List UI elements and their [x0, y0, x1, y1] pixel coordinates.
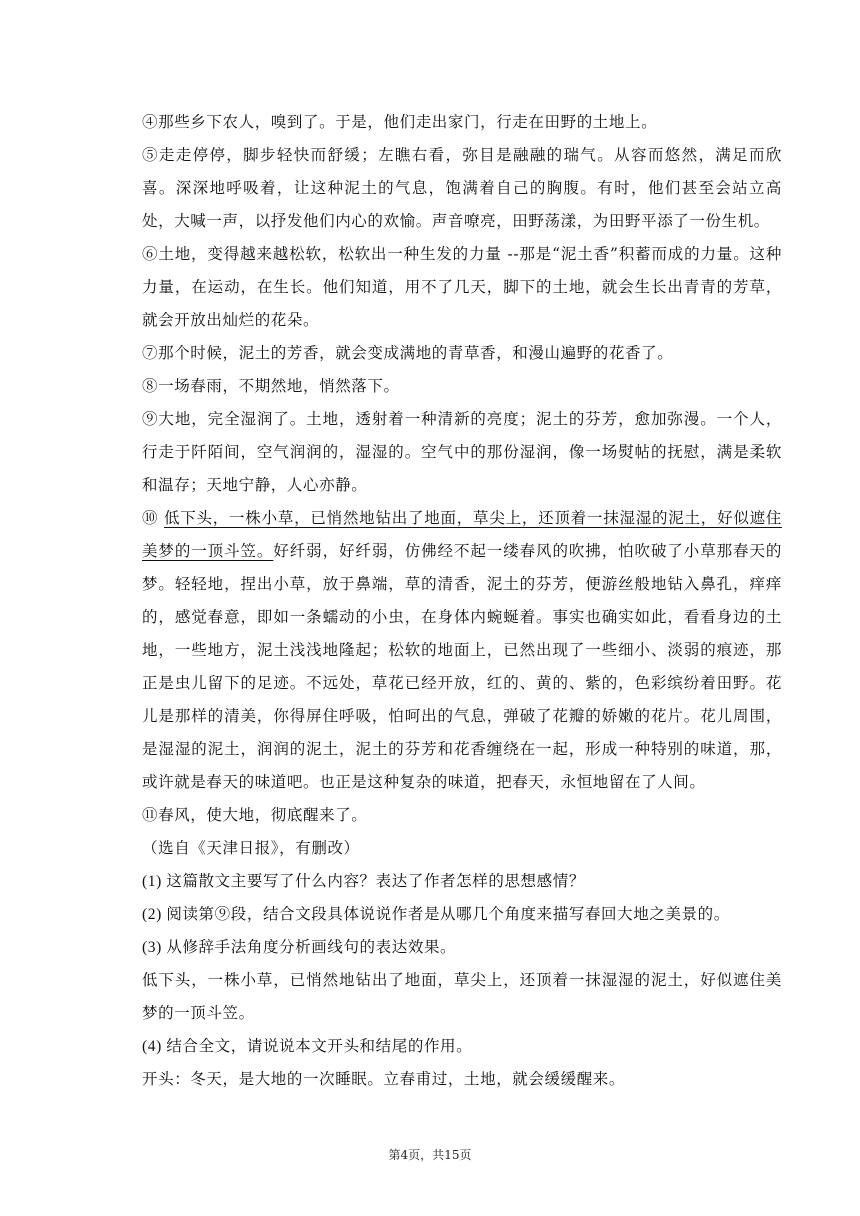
question-3: (3) 从修辞手法角度分析画线句的表达效果。	[142, 939, 457, 956]
footer-page-number: 4	[400, 1148, 409, 1162]
paragraph-11: ⑪春风，使大地，彻底醒来了。	[142, 806, 368, 824]
footer-prefix: 第	[388, 1148, 401, 1162]
footer-total-pages: 15	[444, 1148, 460, 1162]
paragraph-9: ⑨大地，完全湿润了。土地，透射着一种清新的亮度；泥土的芬芳，愈加弥漫。一个人，行走于阡陌间，空气润润的，湿湿的。空气中的那份湿润，像一场熨帖的抚慰，满是柔软和温存；天地宁静，人心亦静。	[142, 410, 782, 494]
paragraph-10-number: ⑩	[142, 509, 164, 527]
question-4-answer: 开头：冬天，是大地的一次睡眠。立春甫过，土地，就会缓缓醒来。	[142, 1070, 626, 1088]
paragraph-8: ⑧一场春雨，不期然地，悄然落下。	[142, 377, 400, 395]
footer-suffix: 页	[459, 1148, 472, 1162]
document-body	[142, 106, 782, 1096]
question-3-quote: 低下头，一株小草，已悄然地钻出了地面，草尖上，还顶着一抹湿湿的泥土，好似遮住美梦的一顶斗笠。	[142, 971, 782, 1022]
paragraph-10	[142, 502, 782, 799]
question-1: (1) 这篇散文主要写了什么内容？表达了作者怎样的思想感情？	[142, 873, 585, 890]
source-note: （选自《天津日报》，有删改）	[142, 839, 360, 857]
paragraph-7: ⑦那个时候，泥土的芳香，就会变成满地的青草香，和漫山遍野的花香了。	[142, 344, 674, 362]
paragraph-6: ⑥土地，变得越来越松软，松软出一种生发的力量 --那是“泥土香”积蓄而成的力量。这种力量，在运动，在生长。他们知道，用不了几天，脚下的土地，就会生长出青青的芳草，就会开放出灿烂的花朵。	[142, 245, 782, 329]
footer-middle: 页，共	[408, 1148, 445, 1162]
paragraph-10-rest: 好纤弱，好纤弱，仿佛经不起一缕春风的吹拂，怕吹破了小草那春天的梦。轻轻地，捏出小草，放于鼻端，草的清香，泥土的芬芳，便游丝般地钻入鼻孔，痒痒的，感觉春意，即如一条蠕动的小虫，在身体内蜿蜒着。事实也确实如此，看看身边的土地，一些地方，泥土浅浅地隆起；松软的地面上，已然出现了一些细小、淡弱的痕迹，那正是虫儿留下的足迹。不远处，草花已经开放，红的、黄的、紫的，色彩缤纷着田野。花儿是那样的清美，你得屏住呼吸，怕呵出的气息，弹破了花瓣的娇嫩的花片。花儿周围，是湿湿的泥土，润润的泥土，泥土的芬芳和花香缠绕在一起，形成一种特别的味道，那，或许就是春天的味道吧。也正是这种复杂的味道，把春天，永恒地留在了人间。	[142, 542, 782, 791]
paragraph-5: ⑤走走停停，脚步轻快而舒缓；左瞧右看，弥目是融融的瑞气。从容而悠然，满足而欣喜。深深地呼吸着，让这种泥土的气息，饱满着自己的胸腹。有时，他们甚至会站立高处，大喊一声，以抒发他们内心的欢愉。声音嘹亮，田野荡漾，为田野平添了一份生机。	[142, 146, 782, 230]
question-2: (2) 阅读第⑨段，结合文段具体说说作者是从哪几个角度来描写春回大地之美景的。	[142, 906, 730, 923]
question-4: (4) 结合全文，请说说本文开头和结尾的作用。	[142, 1038, 473, 1055]
page-footer	[0, 1146, 860, 1163]
paragraph-4: ④那些乡下农人，嗅到了。于是，他们走出家门，行走在田野的土地上。	[142, 113, 658, 131]
underlined-sentence: 低下头，一株小草，已悄然地钻出了地面，草尖上，还顶着一抹湿湿的泥土，好似遮住美梦的一顶斗笠。	[142, 509, 782, 560]
